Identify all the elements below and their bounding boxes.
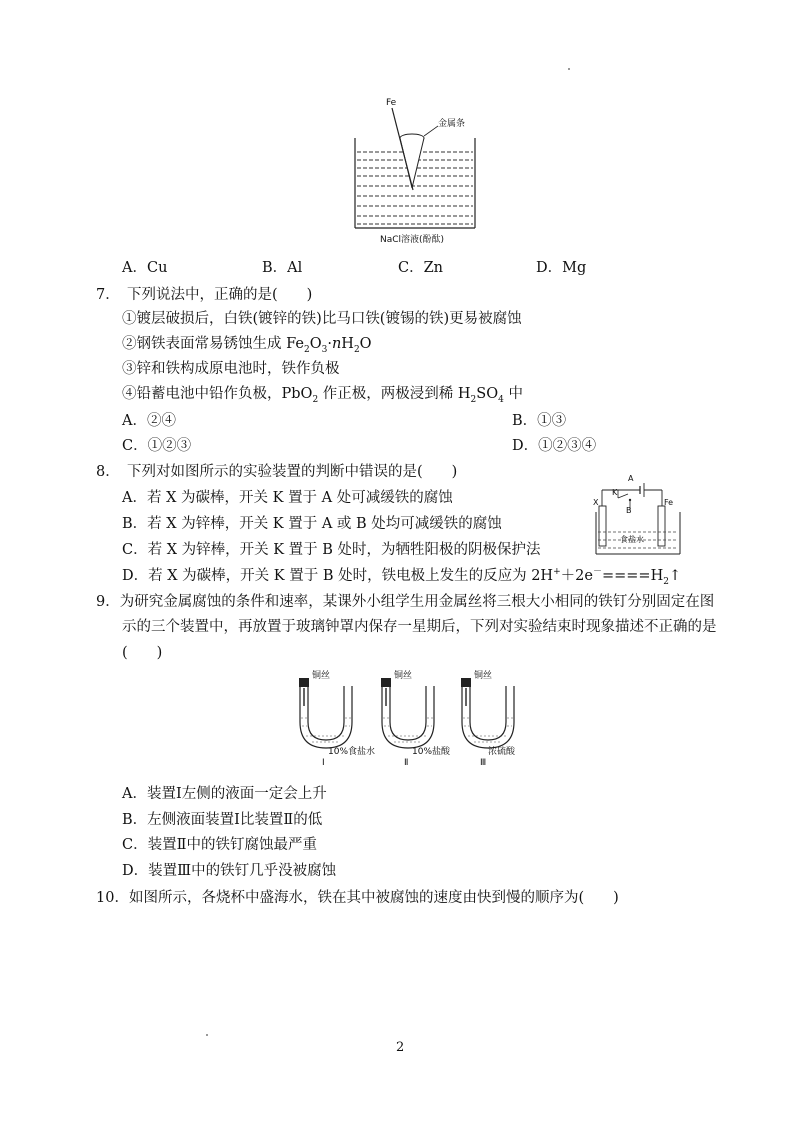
- q7-stem: 7． 下列说法中，正确的是( ): [96, 287, 313, 303]
- label-salt-water: 食盐水: [620, 535, 644, 544]
- label-copper-wire-2: 铜丝: [394, 671, 413, 681]
- label-k: K: [612, 488, 618, 497]
- q8-option-d: D．若 X 为碳棒，开关 K 置于 B 处时，铁电极上发生的反应为 $2H^++2e^-====H_2↑$: [122, 567, 682, 587]
- q6-option-d: D．Mg: [536, 260, 587, 276]
- stray-dot: [206, 1034, 208, 1036]
- q9-line-1: 9．为研究金属腐蚀的条件和速率，某课外小组学生用金属丝将三根大小相同的铁钉分别固定在图: [96, 594, 715, 610]
- label-a: A: [628, 474, 634, 483]
- label-solution-3: 浓硫酸: [488, 747, 516, 757]
- figure-electrochemical-cell: [592, 470, 688, 560]
- q6-option-b: B．Al: [262, 260, 303, 276]
- label-apparatus-3: Ⅲ: [480, 758, 487, 768]
- q9-line-2: 示的三个装置中，再放置于玻璃钟罩内保存一星期后，下列对实验结束时现象描述不正确的是: [122, 619, 717, 635]
- q7-statement-1: ①镀层破损后，白铁(镀锌的铁)比马口铁(镀锡的铁)更易被腐蚀: [122, 311, 522, 327]
- q7-statement-2: ②钢铁表面常易锈蚀生成 $Fe_2O_3\cdot nH_2O$: [122, 336, 372, 355]
- q8-option-b: B．若 X 为锌棒，开关 K 置于 A 或 B 处均可减缓铁的腐蚀: [122, 516, 502, 532]
- label-x: X: [593, 498, 599, 507]
- q9-option-b: B．左侧液面装置Ⅰ比装置Ⅱ的低: [122, 812, 323, 828]
- cell-diagram: [592, 470, 688, 560]
- q9-option-a: A．装置Ⅰ左侧的液面一定会上升: [122, 786, 327, 802]
- stray-dot: [568, 68, 570, 70]
- label-apparatus-2: Ⅱ: [404, 758, 409, 768]
- q8-option-c: C．若 X 为锌棒，开关 K 置于 B 处时，为牺牲阳极的阴极保护法: [122, 542, 541, 558]
- q9-option-d: D．装置Ⅲ中的铁钉几乎没被腐蚀: [122, 863, 337, 879]
- u-tube-2: [381, 678, 434, 748]
- q8-option-a: A．若 X 为碳棒，开关 K 置于 A 处可减缓铁的腐蚀: [122, 490, 453, 506]
- label-b: B: [626, 506, 632, 515]
- label-solution-1: 10%食盐水: [328, 747, 376, 757]
- q8-stem: 8． 下列对如图所示的实验装置的判断中错误的是( ): [96, 464, 458, 480]
- figure-beaker-fe-strip: [352, 96, 478, 244]
- q7-option-b: B．①③: [512, 413, 567, 429]
- q6-option-c: C．Zn: [398, 260, 444, 276]
- q9-option-c: C．装置Ⅱ中的铁钉腐蚀最严重: [122, 837, 317, 853]
- label-copper-wire-3: 铜丝: [474, 671, 493, 681]
- label-solution-2: 10%盐酸: [412, 747, 451, 757]
- label-nacl-solution: NaCl溶液(酚酞): [380, 235, 445, 245]
- q7-option-a: A．②④: [122, 413, 176, 429]
- q6-option-a: A．Cu: [122, 260, 168, 276]
- q7-statement-4: ④铅蓄电池中铅作负极，PbO$_2$ 作正极，两极浸到稀 $H_2SO_4$ 中: [122, 386, 523, 405]
- u-tube-1: [299, 678, 352, 748]
- q9-line-3: ( ): [122, 645, 163, 661]
- page-number: 2: [396, 1040, 405, 1055]
- label-metal-strip: 金属条: [438, 119, 466, 129]
- u-tube-3: [461, 678, 514, 748]
- figure-u-tubes: [294, 666, 534, 772]
- q7-statement-3: ③锌和铁构成原电池时，铁作负极: [122, 361, 340, 377]
- label-fe: Fe: [664, 498, 674, 507]
- label-copper-wire-1: 铜丝: [312, 671, 331, 681]
- label-fe: Fe: [386, 98, 397, 108]
- q7-option-c: C．①②③: [122, 438, 192, 454]
- q7-option-d: D．①②③④: [512, 438, 597, 454]
- label-apparatus-1: Ⅰ: [322, 758, 325, 768]
- q10-stem: 10．如图所示，各烧杯中盛海水，铁在其中被腐蚀的速度由快到慢的顺序为( ): [96, 890, 619, 906]
